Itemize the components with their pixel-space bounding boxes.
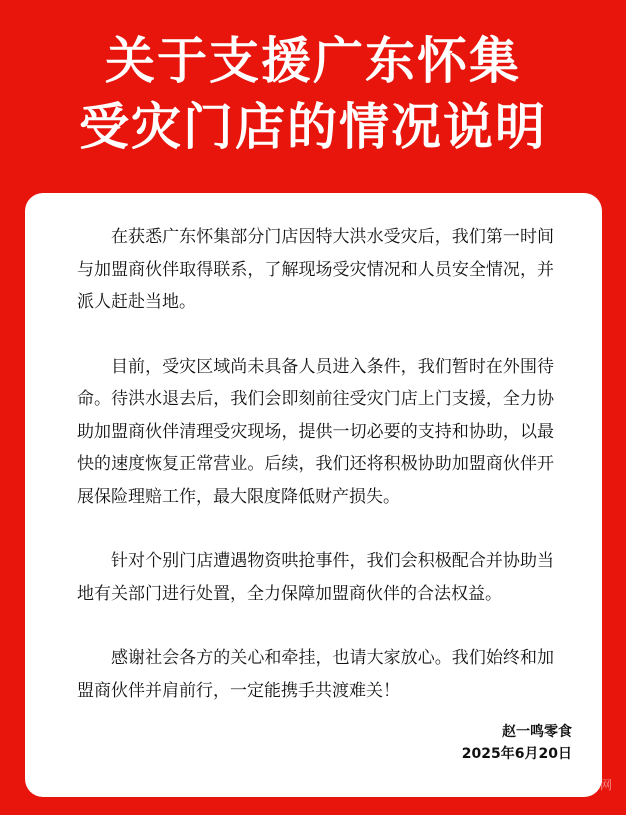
page-title xyxy=(0,28,626,160)
signature-date: 2025年6月20日 xyxy=(461,746,572,762)
title-line-2: 受灾门店的情况说明 xyxy=(79,98,547,156)
paragraph-3: 针对个别门店遭遇物资哄抢事件，我们会积极配合并协助当地有关部门进行处置，全力保障加盟商伙伴的合法权益。 xyxy=(77,551,554,604)
paragraph-2: 目前，受灾区域尚未具备人员进入条件，我们暂时在外围待命。待洪水退去后，我们会即刻前往受灾门店上门支援，全力协助加盟商伙伴清理受灾现场，提供一切必要的支持和协助，以最快的速度恢复正常营业。后续，我们还将积极协助加盟商伙伴开展保险理赔工作，最大限度降低财产损失。 xyxy=(77,356,554,507)
signature-brand: 赵一鸣零食 xyxy=(502,724,572,740)
title-line-1: 关于支援广东怀集 xyxy=(105,32,521,90)
paragraph-4: 感谢社会各方的关心和牵挂，也请大家放心。我们始终和加盟商伙伴并肩前行，一定能携手共渡难关！ xyxy=(77,648,554,701)
signature xyxy=(462,721,572,765)
paragraph-1: 在获悉广东怀集部分门店因特大洪水受灾后，我们第一时间与加盟商伙伴取得联系，了解现场受灾情况和人员安全情况，并派人赶赴当地。 xyxy=(77,227,554,312)
statement-card xyxy=(25,193,602,797)
watermark: 网 xyxy=(599,778,612,792)
